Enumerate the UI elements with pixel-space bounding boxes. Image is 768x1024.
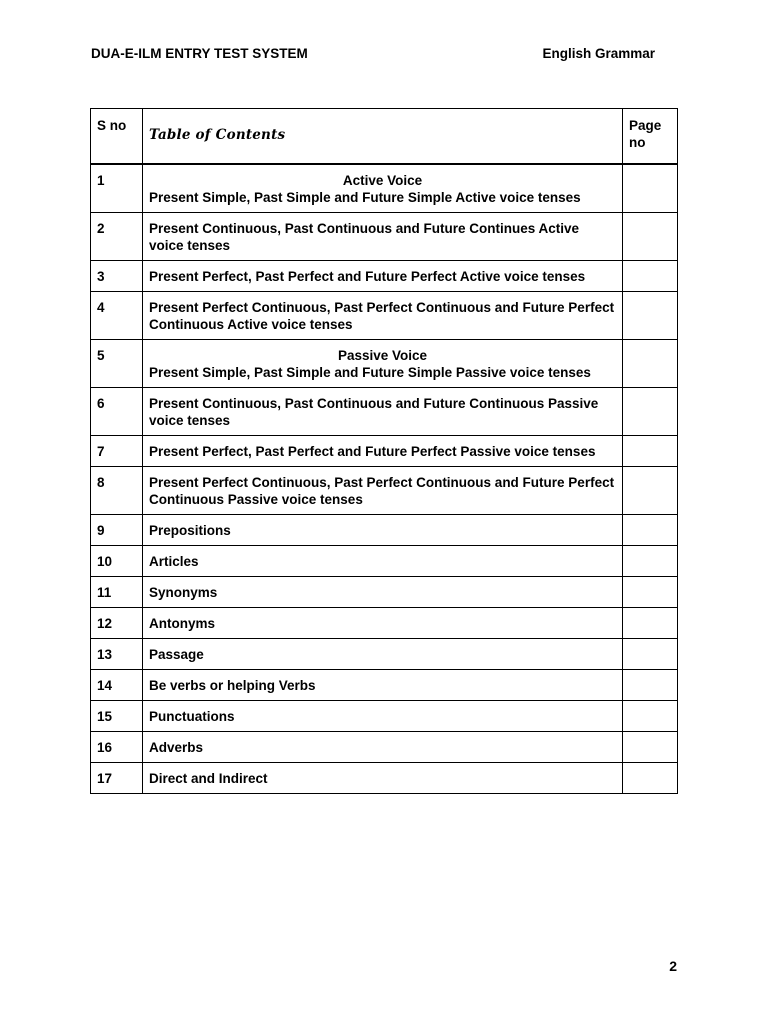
table-row (91, 732, 678, 763)
row-topic (143, 467, 623, 515)
row-page-number (623, 261, 678, 292)
row-page-number (623, 732, 678, 763)
table-row (91, 261, 678, 292)
page-header (91, 46, 655, 64)
topic-text: Adverbs (149, 740, 204, 755)
row-topic (143, 608, 623, 639)
row-page-number (623, 763, 678, 794)
table-row (91, 436, 678, 467)
table-row (91, 515, 678, 546)
row-topic (143, 164, 623, 213)
row-page-number (623, 388, 678, 436)
row-page-number (623, 467, 678, 515)
table-body (91, 164, 678, 794)
topic-text: Present Continuous, Past Continuous and Future Continuous Passive voice tenses (149, 396, 599, 428)
column-header-page: Page no (623, 109, 678, 165)
row-topic (143, 340, 623, 388)
topic-text: Present Simple, Past Simple and Future Simple Passive voice tenses (149, 365, 591, 380)
section-heading: Active Voice (342, 173, 423, 188)
topic-text: Present Perfect Continuous, Past Perfect Continuous and Future Perfect Continuous Passive voice tenses (149, 475, 615, 507)
topic-text: Present Perfect, Past Perfect and Future Perfect Passive voice tenses (149, 444, 596, 459)
table-row (91, 164, 678, 213)
topic-text: Punctuations (149, 709, 235, 724)
table-row (91, 213, 678, 261)
row-number: 11 (91, 577, 143, 608)
row-topic (143, 515, 623, 546)
table-row (91, 763, 678, 794)
row-topic (143, 701, 623, 732)
table-row (91, 546, 678, 577)
row-page-number (623, 164, 678, 213)
table-row (91, 608, 678, 639)
row-number: 2 (91, 213, 143, 261)
row-page-number (623, 546, 678, 577)
topic-text: Present Continuous, Past Continuous and Future Continues Active voice tenses (149, 221, 580, 253)
row-topic (143, 732, 623, 763)
row-topic (143, 388, 623, 436)
row-page-number (623, 608, 678, 639)
topic-text: Direct and Indirect (149, 771, 268, 786)
topic-text: Synonyms (149, 585, 218, 600)
row-page-number (623, 701, 678, 732)
row-number: 9 (91, 515, 143, 546)
section-heading: Passive Voice (337, 348, 428, 363)
row-page-number (623, 639, 678, 670)
row-topic (143, 292, 623, 340)
table-title: Table of Contents (143, 109, 623, 165)
row-number: 16 (91, 732, 143, 763)
topic-text: Present Simple, Past Simple and Future Simple Active voice tenses (149, 190, 581, 205)
table-row (91, 670, 678, 701)
row-number: 15 (91, 701, 143, 732)
topic-text: Present Perfect Continuous, Past Perfect Continuous and Future Perfect Continuous Active voice tenses (149, 300, 615, 332)
row-number: 4 (91, 292, 143, 340)
row-topic (143, 261, 623, 292)
row-number: 10 (91, 546, 143, 577)
topic-text: Be verbs or helping Verbs (149, 678, 316, 693)
row-page-number (623, 340, 678, 388)
row-topic (143, 436, 623, 467)
row-topic (143, 577, 623, 608)
table-row (91, 577, 678, 608)
row-number: 12 (91, 608, 143, 639)
row-number: 7 (91, 436, 143, 467)
row-page-number (623, 436, 678, 467)
topic-text: Antonyms (149, 616, 216, 631)
row-page-number (623, 577, 678, 608)
row-number: 8 (91, 467, 143, 515)
table-row (91, 639, 678, 670)
row-number: 3 (91, 261, 143, 292)
row-number: 13 (91, 639, 143, 670)
table-header-row (91, 109, 678, 165)
row-number: 1 (91, 164, 143, 213)
topic-text: Passage (149, 647, 204, 662)
table-row (91, 340, 678, 388)
row-page-number (623, 670, 678, 701)
topic-text: Prepositions (149, 523, 231, 538)
table-row (91, 467, 678, 515)
row-topic (143, 639, 623, 670)
row-topic (143, 670, 623, 701)
table-row (91, 292, 678, 340)
table-of-contents (90, 108, 678, 794)
topic-text: Articles (149, 554, 199, 569)
column-header-sno: S no (91, 109, 143, 165)
row-page-number (623, 213, 678, 261)
document-title: DUA-E-ILM ENTRY TEST SYSTEM (91, 46, 308, 61)
row-number: 17 (91, 763, 143, 794)
topic-text: Present Perfect, Past Perfect and Future Perfect Active voice tenses (149, 269, 586, 284)
row-topic (143, 546, 623, 577)
row-number: 6 (91, 388, 143, 436)
row-page-number (623, 292, 678, 340)
table-row (91, 388, 678, 436)
page-number: 2 (669, 958, 677, 974)
table-row (91, 701, 678, 732)
subject-title: English Grammar (542, 46, 655, 61)
row-number: 5 (91, 340, 143, 388)
row-topic (143, 763, 623, 794)
row-number: 14 (91, 670, 143, 701)
row-page-number (623, 515, 678, 546)
row-topic (143, 213, 623, 261)
